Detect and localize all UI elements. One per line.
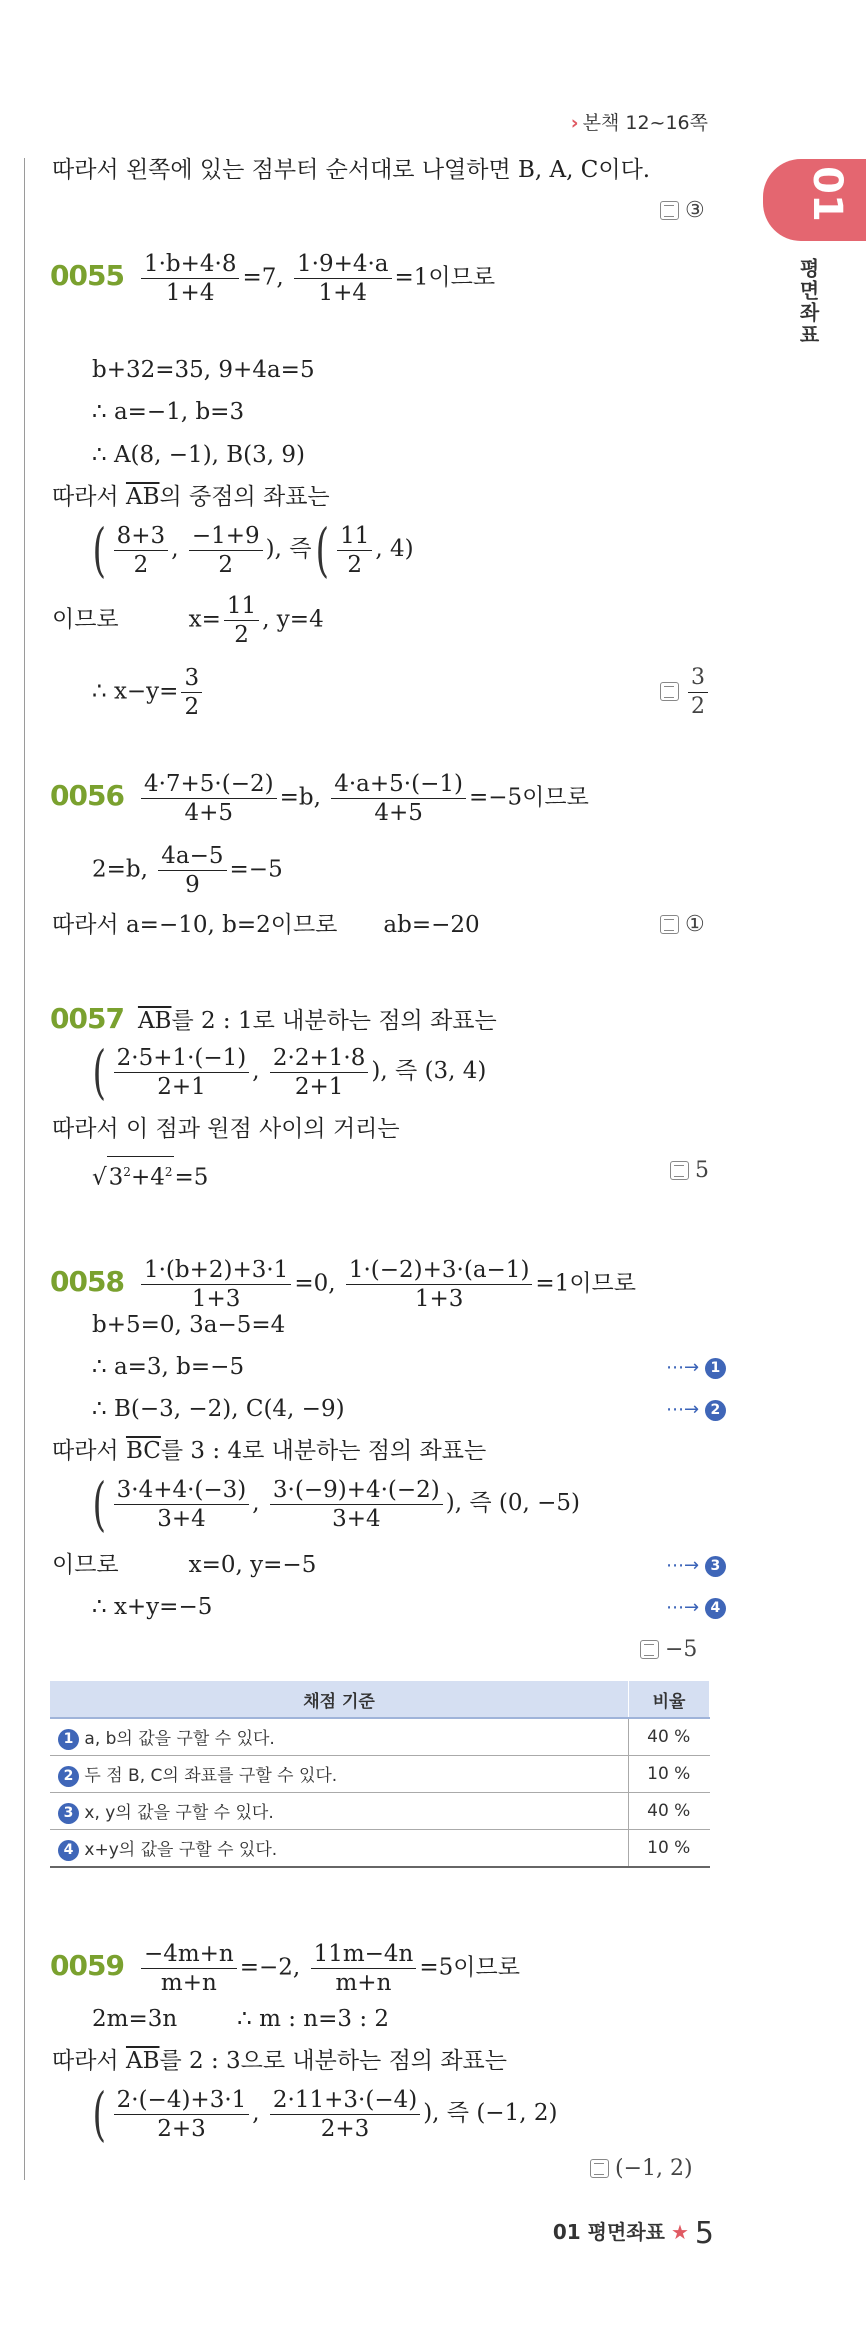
problem-0058-line8: ∴ x+y=−5 xyxy=(92,1594,213,1620)
step-marker: ⋯→ 3 xyxy=(666,1555,726,1577)
problem-0058-point: ( $\frac{3\cdot 4+4\cdot(-3)}{3+4}$ , $\frac{3\cdot(-9)+4\cdot(-2)}{3+4}$ ), 즉 (0, −5) xyxy=(92,1470,581,1538)
problem-0058-line2: b+5=0, 3a−5=4 xyxy=(92,1312,286,1338)
problem-0058-line7: 이므로 x=0, y=−5 xyxy=(52,1552,317,1578)
problem-0055-midpoint: ( $\frac{8+3}{2}$ , $\frac{-1+9}{2}$ ), 즉( $\frac{11}{2}$ , 4) xyxy=(92,516,414,584)
answer-mark: ③ xyxy=(660,198,705,223)
answer-icon xyxy=(660,915,679,934)
table-row: 2 두 점 B, C의 좌표를 구할 수 있다. 10 % xyxy=(50,1756,710,1793)
answer-mark: 5 xyxy=(670,1158,709,1183)
problem-0055-line1: 0055 $\frac{1\cdot b+4\cdot 8}{1+4}$ =7, $\frac{1\cdot 9+4\cdot a}{1+4}$ =1이므로 xyxy=(50,251,496,306)
problem-0057-line1: 0057 $\overline{AB}$를 2 : 1로 내분하는 점의 좌표는 xyxy=(50,1002,497,1035)
problem-0057-line4: $√3^2+4^2=5$ xyxy=(92,1156,208,1193)
problem-number: 0056 xyxy=(50,778,124,812)
table-row: 1 a, b의 값을 구할 수 있다. 40 % xyxy=(50,1718,710,1756)
answer-mark: ① xyxy=(660,912,705,937)
problem-0059-line3: 따라서 $\overline{AB}$를 2 : 3으로 내분하는 점의 좌표는 xyxy=(52,2048,507,2074)
problem-0059-line2: 2m=3n ∴ m : n=3 : 2 xyxy=(92,2006,390,2032)
fraction: $\frac{1\cdot 9+4\cdot a}{1+4}$ xyxy=(294,250,392,307)
problem-number: 0057 xyxy=(50,1002,124,1035)
problem-0058-line4: ∴ B(−3, −2), C(4, −9) xyxy=(92,1396,345,1422)
scoring-criteria-table xyxy=(50,1681,710,1868)
problem-0059-line1: 0059 $\frac{-4m+n}{m+n}$ =−2, $\frac{11m-4n}{m+n}$ =5이므로 xyxy=(50,1941,520,1996)
chapter-number: 01 xyxy=(803,166,850,222)
problem-0055-line3: ∴ a=−1, b=3 xyxy=(92,399,245,425)
problem-0055-line2: b+32=35, 9+4a=5 xyxy=(92,357,315,383)
chapter-tab xyxy=(763,159,866,241)
step-marker: ⋯→ 1 xyxy=(666,1357,726,1379)
answer-mark: $\frac{3}{2}$ xyxy=(660,664,711,721)
table-row: 4 x+y의 값을 구할 수 있다. 10 % xyxy=(50,1830,710,1868)
problem-0055-line7: 이므로 x= $\frac{11}{2}$ , y=4 xyxy=(52,593,324,648)
answer-icon xyxy=(660,201,679,220)
page-number: 5 xyxy=(694,2216,714,2251)
margin-rule xyxy=(24,158,25,2180)
problem-0058-line3: ∴ a=3, b=−5 xyxy=(92,1354,245,1380)
problem-number: 0059 xyxy=(50,1948,124,1982)
chevron-right-icon: › xyxy=(570,112,579,134)
table-row: 3 x, y의 값을 구할 수 있다. 40 % xyxy=(50,1793,710,1830)
step-marker: ⋯→ 4 xyxy=(666,1597,726,1619)
answer-mark: −5 xyxy=(640,1637,697,1662)
problem-0057-line3: 따라서 이 점과 원점 사이의 거리는 xyxy=(52,1116,400,1142)
star-icon: ★ xyxy=(670,2220,689,2244)
answer-icon xyxy=(640,1640,659,1659)
page-reference xyxy=(571,108,708,135)
page-footer: 01 평면좌표 ★ 5 xyxy=(552,2216,714,2251)
problem-0056-line3: 따라서 a=−10, b=2이므로 ab=−20 xyxy=(52,912,480,938)
answer-mark: (−1, 2) xyxy=(590,2156,693,2181)
problem-number: 0058 xyxy=(50,1264,124,1298)
problem-0056-line2: 2=b, $\frac{4a-5}{9}$ =−5 xyxy=(92,843,283,898)
step-marker: ⋯→ 2 xyxy=(666,1399,726,1421)
table-header: 채점 기준 비율 xyxy=(50,1681,710,1718)
problem-0055-line4: ∴ A(8, −1), B(3, 9) xyxy=(92,442,306,468)
page-reference-text: 본책 12~16쪽 xyxy=(582,112,708,134)
answer-icon xyxy=(660,682,679,701)
chapter-title-vertical: 평면좌표 xyxy=(796,258,820,346)
continuation-text: 따라서 왼쪽에 있는 점부터 순서대로 나열하면 B, A, C이다. xyxy=(52,157,651,183)
problem-0058-line1: 0058 $\frac{1\cdot(b+2)+3\cdot 1}{1+3}$ =0, $\frac{1\cdot(-2)+3\cdot(a-1)}{1+3}$ =1이므로 xyxy=(50,1257,636,1312)
problem-0059-point: ( $\frac{2\cdot(-4)+3\cdot 1}{2+3}$ , $\frac{2\cdot 11+3\cdot(-4)}{2+3}$ ), 즉 (−1, 2) xyxy=(92,2080,558,2148)
answer-icon xyxy=(670,1161,689,1180)
fraction: $\frac{1\cdot b+4\cdot 8}{1+4}$ xyxy=(141,250,240,307)
problem-0058-line5: 따라서 $\overline{BC}$를 3 : 4로 내분하는 점의 좌표는 xyxy=(52,1438,487,1464)
answer-icon xyxy=(590,2159,609,2178)
problem-0056-line1: 0056 $\frac{4\cdot 7+5\cdot(-2)}{4+5}$ =b, $\frac{4\cdot a+5\cdot(-1)}{4+5}$ =−5이므로 xyxy=(50,771,589,826)
problem-0055-line8: ∴ x−y= $\frac{3}{2}$ xyxy=(92,664,205,721)
problem-number: 0055 xyxy=(50,258,124,292)
problem-0055-line5: 따라서 $\overline{AB}$의 중점의 좌표는 xyxy=(52,484,330,510)
problem-0057-point: ( $\frac{2\cdot 5+1\cdot(-1)}{2+1}$ , $\frac{2\cdot 2+1\cdot 8}{2+1}$ ), 즉 (3, 4) xyxy=(92,1038,487,1106)
